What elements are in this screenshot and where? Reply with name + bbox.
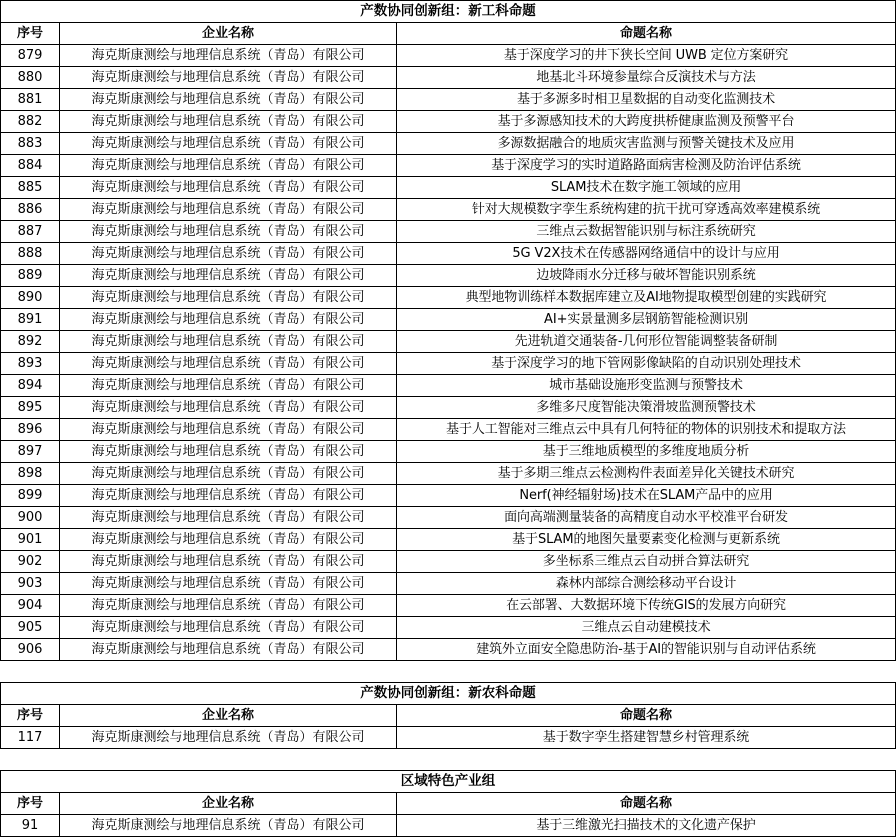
company-name: 海克斯康测绘与地理信息系统（青岛）有限公司 [60,111,397,133]
table-row [1,199,896,221]
row-number: 900 [1,507,60,529]
table-row [1,485,896,507]
company-name: 海克斯康测绘与地理信息系统（青岛）有限公司 [60,617,397,639]
company-name: 海克斯康测绘与地理信息系统（青岛）有限公司 [60,573,397,595]
row-number: 117 [1,727,60,749]
table-row [1,177,896,199]
topic-name: 基于人工智能对三维点云中具有几何特征的物体的识别技术和提取方法 [397,419,896,441]
company-name: 海克斯康测绘与地理信息系统（青岛）有限公司 [60,287,397,309]
company-name: 海克斯康测绘与地理信息系统（青岛）有限公司 [60,375,397,397]
company-name: 海克斯康测绘与地理信息系统（青岛）有限公司 [60,397,397,419]
table-row [1,617,896,639]
table-row [1,287,896,309]
header-no: 序号 [1,705,60,727]
table-row [1,265,896,287]
company-name: 海克斯康测绘与地理信息系统（青岛）有限公司 [60,199,397,221]
row-number: 892 [1,331,60,353]
row-number: 898 [1,463,60,485]
header-topic: 命题名称 [397,705,896,727]
table-row [1,551,896,573]
topic-name: 面向高端测量装备的高精度自动水平校准平台研发 [397,507,896,529]
topic-name: 基于多期三维点云检测构件表面差异化关键技术研究 [397,463,896,485]
section-new-agriculture [0,682,895,749]
topic-name: 5G V2X技术在传感器网络通信中的设计与应用 [397,243,896,265]
company-name: 海克斯康测绘与地理信息系统（青岛）有限公司 [60,133,397,155]
table-row [1,331,896,353]
row-number: 891 [1,309,60,331]
table-row [1,441,896,463]
company-name: 海克斯康测绘与地理信息系统（青岛）有限公司 [60,595,397,617]
topic-name: 边坡降雨水分迁移与破坏智能识别系统 [397,265,896,287]
topic-name: 基于深度学习的井下狭长空间 UWB 定位方案研究 [397,45,896,67]
header-topic: 命题名称 [397,793,896,815]
topic-name: 基于三维激光扫描技术的文化遗产保护 [397,815,896,837]
row-number: 889 [1,265,60,287]
topic-name: 在云部署、大数据环境下传统GIS的发展方向研究 [397,595,896,617]
company-name: 海克斯康测绘与地理信息系统（青岛）有限公司 [60,815,397,837]
row-number: 880 [1,67,60,89]
table-row [1,243,896,265]
topic-name: Nerf(神经辐射场)技术在SLAM产品中的应用 [397,485,896,507]
table-row [1,375,896,397]
topic-name: SLAM技术在数字施工领域的应用 [397,177,896,199]
table-row [1,353,896,375]
topic-name: 基于多源感知技术的大跨度拱桥健康监测及预警平台 [397,111,896,133]
row-number: 902 [1,551,60,573]
topic-name: 基于三维地质模型的多维度地质分析 [397,441,896,463]
company-name: 海克斯康测绘与地理信息系统（青岛）有限公司 [60,639,397,661]
row-number: 884 [1,155,60,177]
company-name: 海克斯康测绘与地理信息系统（青岛）有限公司 [60,331,397,353]
company-name: 海克斯康测绘与地理信息系统（青岛）有限公司 [60,463,397,485]
company-name: 海克斯康测绘与地理信息系统（青岛）有限公司 [60,529,397,551]
row-number: 894 [1,375,60,397]
company-name: 海克斯康测绘与地理信息系统（青岛）有限公司 [60,485,397,507]
row-number: 903 [1,573,60,595]
table-row [1,67,896,89]
company-name: 海克斯康测绘与地理信息系统（青岛）有限公司 [60,67,397,89]
topic-name: 三维点云自动建模技术 [397,617,896,639]
table-row [1,639,896,661]
company-name: 海克斯康测绘与地理信息系统（青岛）有限公司 [60,727,397,749]
row-number: 882 [1,111,60,133]
section-title: 产数协同创新组：新工科命题 [1,1,896,23]
company-name: 海克斯康测绘与地理信息系统（青岛）有限公司 [60,155,397,177]
table-row [1,419,896,441]
table-row [1,463,896,485]
table-row [1,111,896,133]
row-number: 890 [1,287,60,309]
table-row [1,507,896,529]
company-name: 海克斯康测绘与地理信息系统（青岛）有限公司 [60,507,397,529]
row-number: 883 [1,133,60,155]
new-agriculture-table [0,682,896,749]
company-name: 海克斯康测绘与地理信息系统（青岛）有限公司 [60,265,397,287]
section-regional-industry [0,770,895,837]
row-number: 893 [1,353,60,375]
row-number: 896 [1,419,60,441]
table-row [1,397,896,419]
topic-name: 多维多尺度智能决策滑坡监测预警技术 [397,397,896,419]
row-number: 881 [1,89,60,111]
row-number: 886 [1,199,60,221]
topic-name: 针对大规模数字孪生系统构建的抗干扰可穿透高效率建模系统 [397,199,896,221]
table-row [1,815,896,837]
row-number: 91 [1,815,60,837]
table-row [1,89,896,111]
topic-name: 三维点云数据智能识别与标注系统研究 [397,221,896,243]
topic-name: AI+实景量测多层钢筋智能检测识别 [397,309,896,331]
topic-name: 多坐标系三维点云自动拼合算法研究 [397,551,896,573]
row-number: 904 [1,595,60,617]
topic-name: 多源数据融合的地质灾害监测与预警关键技术及应用 [397,133,896,155]
header-no: 序号 [1,23,60,45]
regional-industry-table [0,770,896,837]
company-name: 海克斯康测绘与地理信息系统（青岛）有限公司 [60,243,397,265]
company-name: 海克斯康测绘与地理信息系统（青岛）有限公司 [60,353,397,375]
section-title: 区域特色产业组 [1,771,896,793]
topic-name: 森林内部综合测绘移动平台设计 [397,573,896,595]
table-row [1,221,896,243]
topic-name: 基于多源多时相卫星数据的自动变化监测技术 [397,89,896,111]
company-name: 海克斯康测绘与地理信息系统（青岛）有限公司 [60,441,397,463]
company-name: 海克斯康测绘与地理信息系统（青岛）有限公司 [60,309,397,331]
company-name: 海克斯康测绘与地理信息系统（青岛）有限公司 [60,45,397,67]
company-name: 海克斯康测绘与地理信息系统（青岛）有限公司 [60,177,397,199]
row-number: 879 [1,45,60,67]
row-number: 887 [1,221,60,243]
topic-name: 城市基础设施形变监测与预警技术 [397,375,896,397]
row-number: 888 [1,243,60,265]
header-topic: 命题名称 [397,23,896,45]
company-name: 海克斯康测绘与地理信息系统（青岛）有限公司 [60,551,397,573]
company-name: 海克斯康测绘与地理信息系统（青岛）有限公司 [60,89,397,111]
table-row [1,155,896,177]
header-company: 企业名称 [60,705,397,727]
company-name: 海克斯康测绘与地理信息系统（青岛）有限公司 [60,221,397,243]
row-number: 895 [1,397,60,419]
section-title: 产数协同创新组：新农科命题 [1,683,896,705]
header-company: 企业名称 [60,23,397,45]
row-number: 899 [1,485,60,507]
topic-name: 建筑外立面安全隐患防治-基于AI的智能识别与自动评估系统 [397,639,896,661]
header-no: 序号 [1,793,60,815]
table-row [1,309,896,331]
row-number: 901 [1,529,60,551]
table-row [1,45,896,67]
company-name: 海克斯康测绘与地理信息系统（青岛）有限公司 [60,419,397,441]
topic-name: 基于SLAM的地图矢量要素变化检测与更新系统 [397,529,896,551]
row-number: 897 [1,441,60,463]
row-number: 885 [1,177,60,199]
row-number: 906 [1,639,60,661]
topic-name: 基于深度学习的地下管网影像缺陷的自动识别处理技术 [397,353,896,375]
topic-name: 基于数字孪生搭建智慧乡村管理系统 [397,727,896,749]
row-number: 905 [1,617,60,639]
topic-name: 典型地物训练样本数据库建立及AI地物提取模型创建的实践研究 [397,287,896,309]
topic-name: 先进轨道交通装备-几何形位智能调整装备研制 [397,331,896,353]
table-row [1,727,896,749]
table-row [1,529,896,551]
header-company: 企业名称 [60,793,397,815]
topic-name: 基于深度学习的实时道路路面病害检测及防治评估系统 [397,155,896,177]
topic-name: 地基北斗环境参量综合反演技术与方法 [397,67,896,89]
table-row [1,133,896,155]
table-row [1,595,896,617]
table-row [1,573,896,595]
